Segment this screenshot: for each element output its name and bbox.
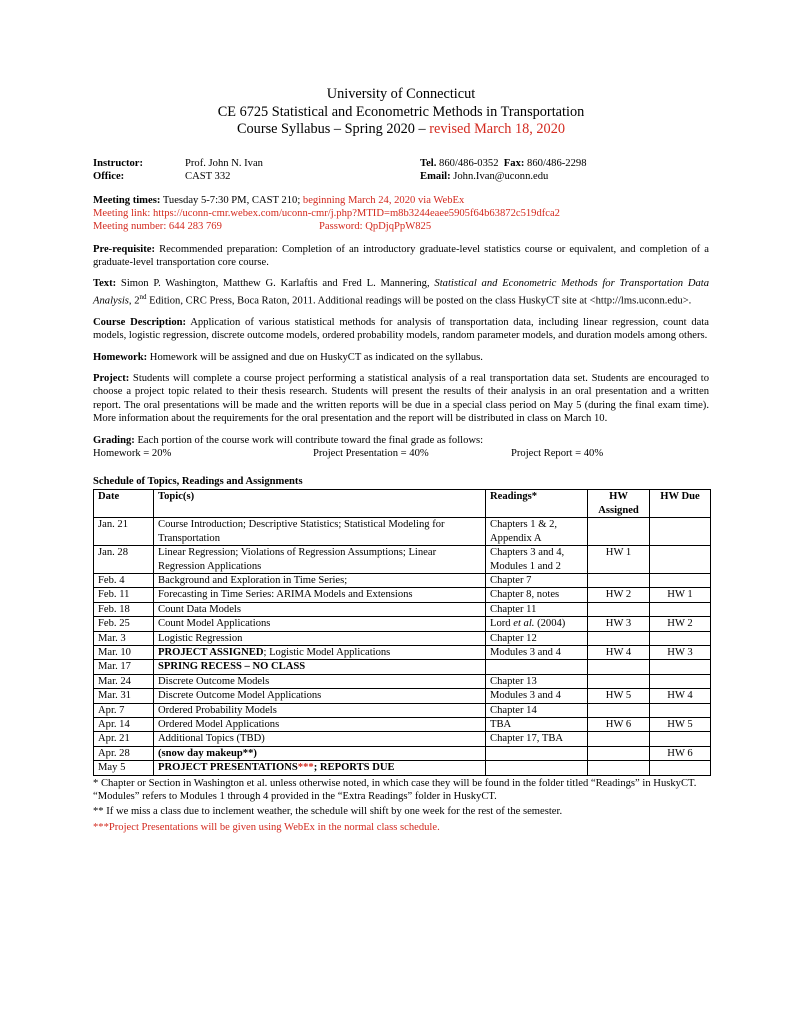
meeting-times-update: beginning March 24, 2020 via WebEx bbox=[302, 194, 465, 206]
instructor-name: Prof. John N. Ivan bbox=[185, 157, 263, 169]
note-webex: ***Project Presentations will be given using WebEx in the normal class schedule. bbox=[93, 821, 440, 833]
revision-date: revised March 18, 2020 bbox=[429, 121, 566, 137]
table-row: Feb. 11 Forecasting in Time Series: ARIMA Models and Extensions Chapter 8, notes HW 2 HW 1 bbox=[94, 588, 711, 602]
meeting-times-label: Meeting times: bbox=[93, 194, 161, 206]
schedule-title: Schedule of Topics, Readings and Assignments bbox=[93, 476, 303, 488]
col-readings: Readings* bbox=[486, 490, 588, 518]
table-row: Feb. 4 Background and Exploration in Time Series; Chapter 7 bbox=[94, 573, 711, 587]
homework-section: Homework: Homework will be assigned and due on HuskyCT as indicated on the syllabus. bbox=[93, 351, 483, 363]
schedule-notes bbox=[93, 777, 709, 835]
note-snow-day: ** If we miss a class due to inclement weather, the schedule will shift by one week for the rest of the semester. bbox=[93, 806, 563, 818]
col-hw-due: HW Due bbox=[650, 490, 711, 518]
syllabus-page bbox=[93, 86, 709, 836]
tel-label: Tel. bbox=[420, 157, 437, 169]
table-row: Apr. 7 Ordered Probability Models Chapter 14 bbox=[94, 703, 711, 717]
schedule-header-row bbox=[94, 490, 711, 518]
university-name: University of Connecticut bbox=[326, 86, 476, 102]
col-hw-assigned: HW Assigned bbox=[588, 490, 650, 518]
prerequisite-section: Pre-requisite: Recommended preparation: Completion of an introductory graduate-level statistics course or equivalent, and completion of a graduate-level transportation core course. bbox=[93, 243, 709, 269]
col-date: Date bbox=[94, 490, 154, 518]
table-row: May 5 PROJECT PRESENTATIONS***; REPORTS DUE bbox=[94, 761, 711, 775]
table-row: Mar. 17 SPRING RECESS – NO CLASS bbox=[94, 660, 711, 674]
meeting-info bbox=[93, 194, 709, 234]
fax-label: Fax: bbox=[503, 157, 525, 169]
fax-number: 860/486-2298 bbox=[527, 157, 587, 169]
table-row: Apr. 21 Additional Topics (TBD) Chapter 17, TBA bbox=[94, 732, 711, 746]
grading-section: Grading: Each portion of the course work will contribute toward the final grade as follows: bbox=[93, 434, 484, 446]
schedule-table bbox=[93, 489, 711, 775]
table-row: Mar. 3 Logistic Regression Chapter 12 bbox=[94, 631, 711, 645]
table-row: Feb. 25 Count Model Applications Lord et al. (2004) HW 3 HW 2 bbox=[94, 617, 711, 631]
text-section: Text: Simon P. Washington, Matthew G. Karlaftis and Fred L. Mannering, Statistical and Econometric Methods for Transportation Data Analysis, 2nd Edition, CRC Press, Boca Raton, 2011. Additional readings will be posted on the class HuskyCT site at <http://lms.uconn.edu>. bbox=[93, 278, 710, 307]
email-address[interactable]: John.Ivan@uconn.edu bbox=[453, 170, 549, 182]
meeting-password: Password: QpDjqPpW825 bbox=[319, 221, 432, 233]
course-title: CE 6725 Statistical and Econometric Methods in Transportation bbox=[217, 103, 585, 120]
grading-breakdown bbox=[93, 447, 709, 461]
table-row: Mar. 10 PROJECT ASSIGNED; Logistic Model Applications Modules 3 and 4 HW 4 HW 3 bbox=[94, 645, 711, 659]
textbook-title: Statistical and Econometric Methods for Transportation Data Analysis bbox=[93, 278, 710, 307]
grade-report: Project Report = 40% bbox=[511, 448, 604, 460]
tel-number: 860/486-0352 bbox=[439, 157, 499, 169]
meeting-times: Tuesday 5-7:30 PM, CAST 210; bbox=[160, 194, 303, 206]
office-location: CAST 332 bbox=[185, 170, 231, 182]
table-row: Jan. 28 Linear Regression; Violations of Regression Assumptions; Linear Regression Applications Chapters 3 and 4, Modules 1 and 2 HW 1 bbox=[94, 546, 711, 574]
table-row: Apr. 14 Ordered Model Applications TBA HW 6 HW 5 bbox=[94, 717, 711, 731]
table-row: Feb. 18 Count Data Models Chapter 11 bbox=[94, 602, 711, 616]
table-row: Apr. 28 (snow day makeup**) HW 6 bbox=[94, 746, 711, 760]
table-row: Jan. 21 Course Introduction; Descriptive Statistics; Statistical Modeling for Transportation Chapters 1 & 2, Appendix A bbox=[94, 518, 711, 546]
grade-homework: Homework = 20% bbox=[93, 448, 172, 460]
instructor-label: Instructor: bbox=[93, 157, 144, 169]
grade-presentation: Project Presentation = 40% bbox=[313, 448, 429, 460]
table-row: Mar. 31 Discrete Outcome Model Applications Modules 3 and 4 HW 5 HW 4 bbox=[94, 689, 711, 703]
office-label: Office: bbox=[93, 170, 125, 182]
contact-info bbox=[93, 157, 709, 185]
meeting-link[interactable]: Meeting link: https://uconn-cmr.webex.com/uconn-cmr/j.php?MTID=m8b3244eaee5905f64b63872c519dfca2 bbox=[93, 207, 560, 219]
project-section: Project: Students will complete a course project performing a statistical analysis of a real transportation data set. Students are encouraged to choose a project topic related to their thesis research. Students will present the results of their analysis in an oral presentation and a written report. The oral presentations will be made and the written reports will be due in a special class period on May 5 (during the final exam time). More information about the requirements for the oral presentation and the report will be distributed in class on March 10. bbox=[93, 373, 709, 425]
course-description-section: Course Description: Application of various statistical methods for analysis of transportation data, including linear regression, count data models, logistic regression, discrete outcome models, ordered probability models, random parameter models, and duration models among others. bbox=[93, 316, 709, 342]
syllabus-term: Course Syllabus – Spring 2020 – revised March 18, 2020 bbox=[236, 121, 566, 137]
col-topic: Topic(s) bbox=[154, 490, 486, 518]
note-readings: * Chapter or Section in Washington et al. unless otherwise noted, in which case they will be found in the folder titled “Readings” in HuskyCT. “Modules” refers to Modules 1 through 4 provided in the “Extra Readings” folder in HuskyCT. bbox=[93, 777, 697, 803]
meeting-number: Meeting number: 644 283 769 bbox=[93, 221, 222, 233]
email-label: Email: bbox=[420, 170, 451, 182]
syllabus-header bbox=[93, 86, 709, 139]
table-row: Mar. 24 Discrete Outcome Models Chapter 13 bbox=[94, 674, 711, 688]
